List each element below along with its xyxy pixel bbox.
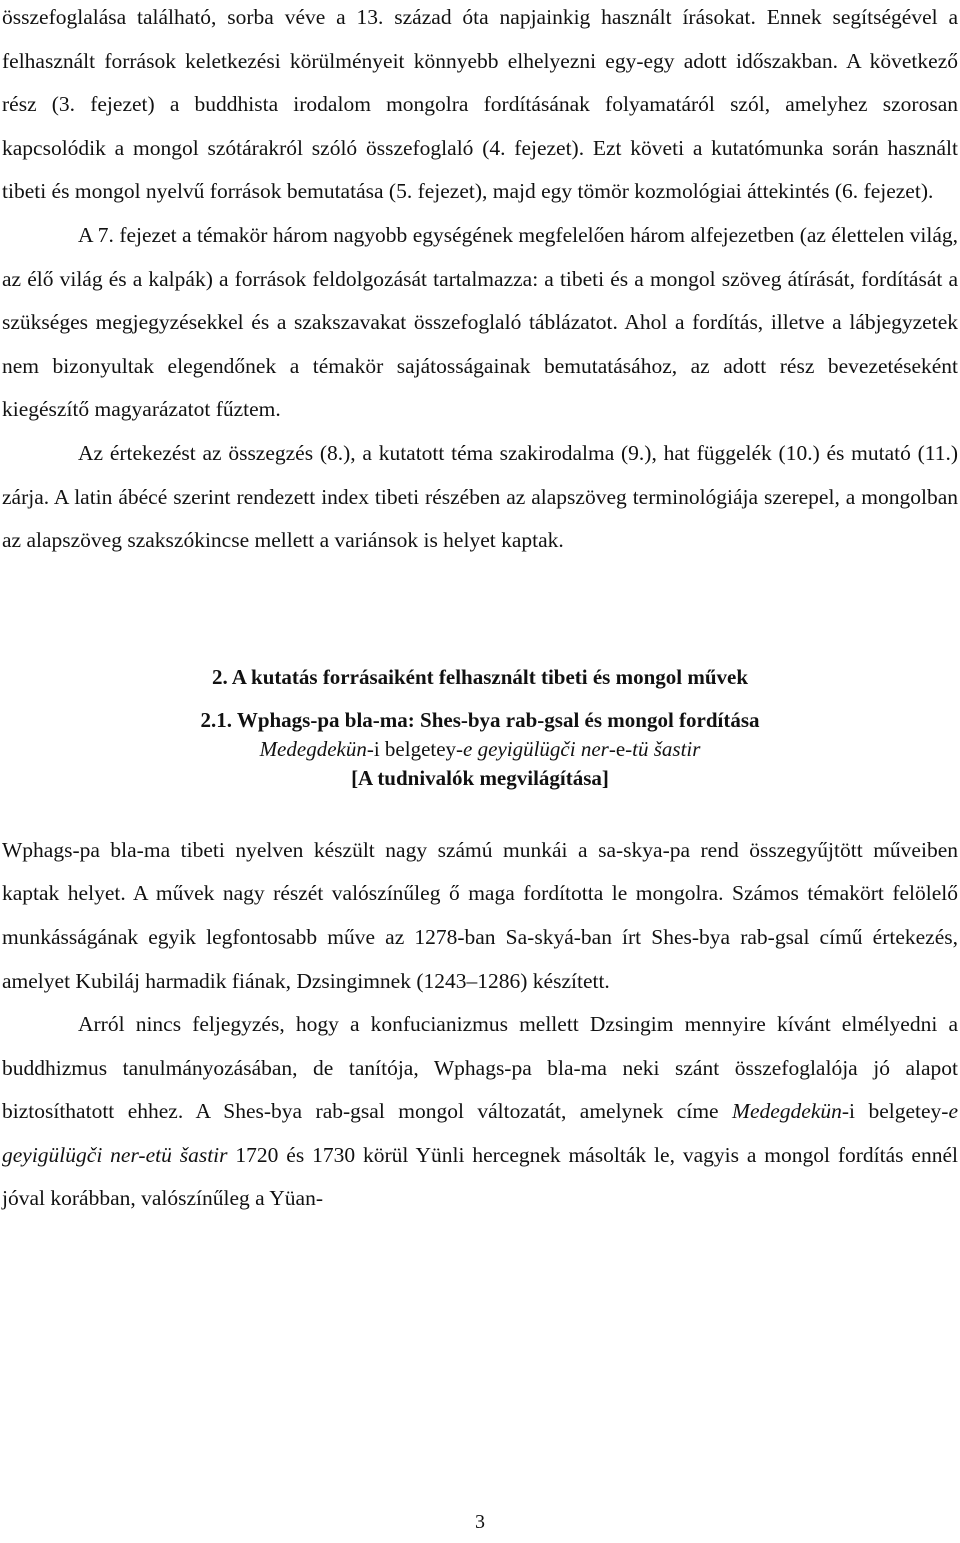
mongol-title-part: tü šastir: [632, 736, 701, 761]
mongol-title-part: -e-: [608, 736, 633, 761]
page-number: 3: [475, 1511, 485, 1533]
mongol-title-part: Medegdekün: [259, 736, 367, 761]
text-run: 1720 és 1730 körül Yünli hercegnek másolták le, vagyis a mongol fordítás ennél jóval korábban, valószínűleg a Yüan-: [2, 1142, 958, 1211]
text-run-italic: e geyigülügči ner-etü šastir: [2, 1099, 958, 1167]
paragraph-wphags-pa-works: Wphags-pa bla-ma tibeti nyelven készült nagy számú munkái a sa-skya-pa rend összegyűjtött műveiben kaptak helyet. A művek nagy részét valószínűleg ő maga fordította le mongolra. Számos témakört felölelő munkásságának egyik legfontosabb műve az 1278-ban Sa-skyá-ban írt Shes-bya rab-gsal című értekezés, amelyet Kubiláj harmadik fiának, Dzsingimnek (1243–1286) készített.: [2, 837, 958, 993]
paragraph-dzsingim: [2, 1003, 958, 1221]
text-run: -i belgetey-: [841, 1099, 949, 1124]
subsection-heading: 2.1. Wphags-pa bla-ma: Shes-bya rab-gsal és mongol fordítása: [200, 707, 760, 732]
paragraph-conclusion: Az értekezést az összegzés (8.), a kutatott téma szakirodalma (9.), hat függelék (10.) és mutató (11.) zárja. A latin ábécé szerint rendezett index tibeti részében az alapszöveg terminológiája szerepel, a mongolban az alapszöveg szakszókincse mellett a variánsok is helyet kaptak.: [2, 440, 958, 553]
mongol-title-part: e geyigülügči ner: [463, 736, 609, 761]
title-translation: [A tudnivalók megvilágítása]: [351, 765, 609, 790]
text-run-italic: Medegdekün: [732, 1099, 842, 1124]
text-run: Arról nincs feljegyzés, hogy a konfucianizmus mellett Dzsingim mennyire kívánt elmélyedni a buddhizmus tanulmányozásában, de tanítója, Wphags-pa bla-ma neki szánt összefoglalója jó alapot biztosíthatott ehhez. A Shes-bya rab-gsal mongol változatát, amelynek címe: [2, 1012, 958, 1124]
paragraph-intro-summary: összefoglalása található, sorba véve a 13. század óta napjainkig használt írásokat. Ennek segítségével a felhasznált források keletkezési körülményeit könnyebb elhelyezni egy-egy adott időszakban. A következő rész (3. fejezet) a buddhista irodalom mongolra fordításának folyamatáról szól, amelyhez szorosan kapcsolódik a mongol szótárakról szóló összefoglaló (4. fejezet). Ezt követi a kutatómunka során használt tibeti és mongol nyelvű források bemutatása (5. fejezet), majd egy tömör kozmológiai áttekintés (6. fejezet).: [2, 5, 958, 204]
paragraph-chapter-seven: A 7. fejezet a témakör három nagyobb egységének megfelelően három alfejezetben (az élettelen világ, az élő világ és a kalpák) a források feldolgozását tartalmazza: a tibeti és a mongol szöveg átírását, fordítását a szükséges megjegyzésekkel és a szakszavakat összefoglaló táblázatot. Ahol a fordítás, illetve a lábjegyzetek nem bizonyultak elegendőnek a témakör sajátosságainak bemutatásához, az adott rész bevezetéseként kiegészítő magyarázatot fűztem.: [2, 222, 958, 422]
mongol-title-line: [2, 735, 958, 764]
section-heading: 2. A kutatás forrásaiként felhasznált tibeti és mongol művek: [211, 664, 749, 689]
mongol-title-part: -i belgetey-: [366, 736, 464, 761]
